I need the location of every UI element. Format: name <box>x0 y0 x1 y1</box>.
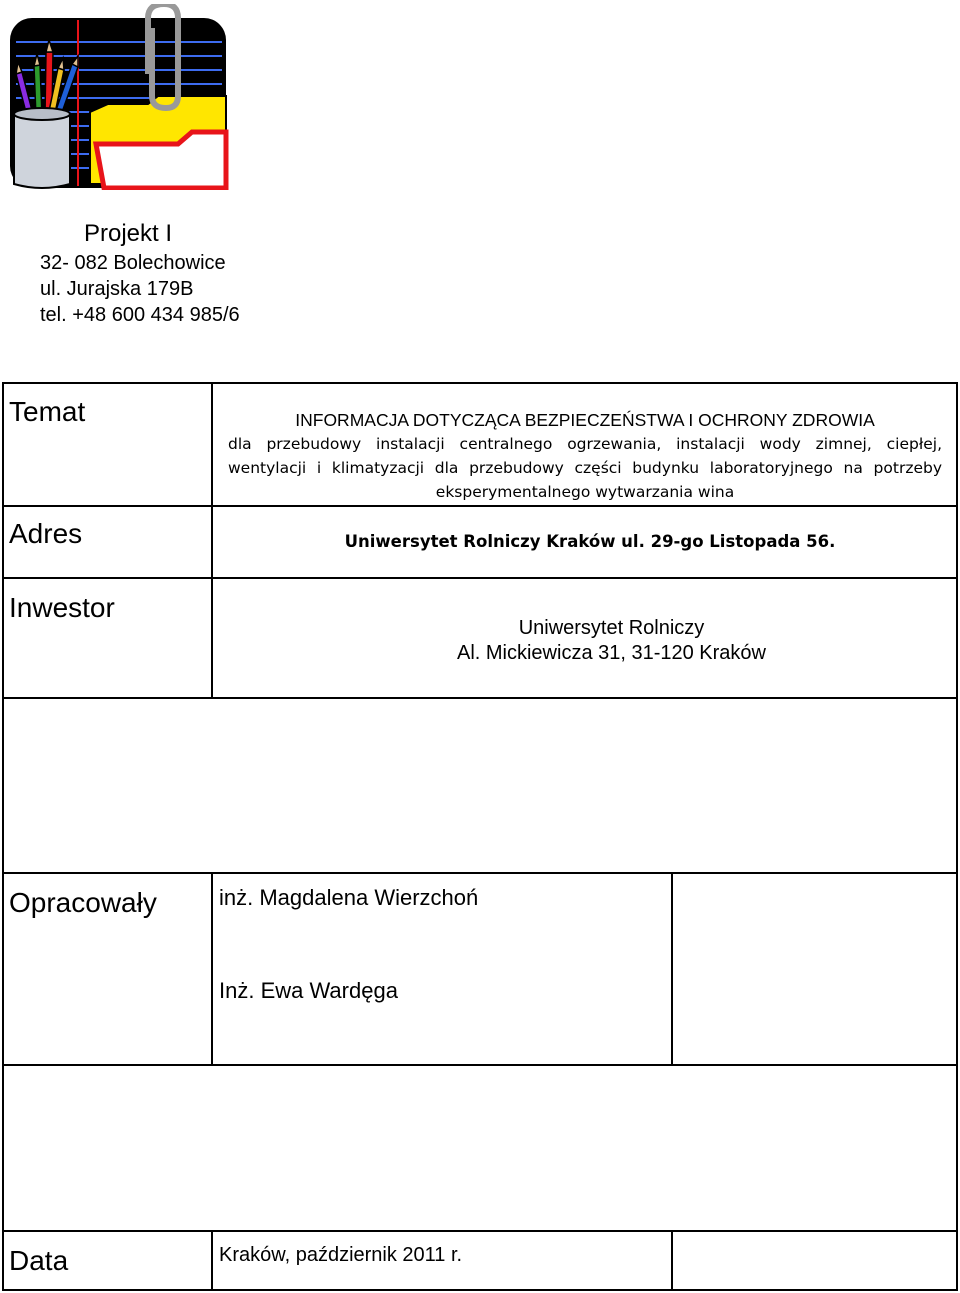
company-name: Projekt I <box>84 220 173 247</box>
investor-label: Inwestor <box>9 592 115 623</box>
company-street: ul. Jurajska 179B <box>40 278 194 300</box>
table-divider <box>2 577 958 579</box>
table-border-left <box>2 382 4 1291</box>
company-phone: tel. +48 600 434 985/6 <box>40 304 240 326</box>
topic-label: Temat <box>9 396 86 427</box>
table-column-divider <box>671 872 673 1066</box>
office-supplies-logo-icon <box>8 4 230 190</box>
date-value: Kraków, październik 2011 r. <box>219 1244 463 1266</box>
table-border-right <box>956 382 958 1291</box>
table-divider <box>2 1230 958 1232</box>
table-column-divider <box>671 1230 673 1291</box>
topic-value <box>228 408 942 504</box>
table-border-bottom <box>2 1289 958 1291</box>
address-label: Adres <box>9 518 83 549</box>
company-city: 32- 082 Bolechowice <box>40 252 226 274</box>
table-divider <box>2 505 958 507</box>
prepared-by-label: Opracowały <box>9 887 157 918</box>
author-2: Inż. Ewa Wardęga <box>219 978 398 1003</box>
author-1: inż. Magdalena Wierzchoń <box>219 885 479 910</box>
table-divider <box>2 1064 958 1066</box>
investor-value <box>228 616 960 666</box>
investor-address: Al. Mickiewicza 31, 31-120 Kraków <box>456 642 766 664</box>
address-value: Uniwersytet Rolniczy Kraków ul. 29-go Listopada 56. <box>344 532 836 551</box>
date-label: Data <box>9 1245 69 1276</box>
topic-title: INFORMACJA DOTYCZĄCA BEZPIECZEŃSTWA I OCHRONY ZDROWIA <box>295 410 875 430</box>
table-border-top <box>2 382 958 384</box>
table-column-divider <box>211 1230 213 1291</box>
table-column-divider <box>211 382 213 699</box>
table-column-divider <box>211 872 213 1066</box>
investor-name: Uniwersytet Rolniczy <box>518 617 705 639</box>
table-divider <box>2 697 958 699</box>
topic-description: dla przebudowy instalacji centralnego ogrzewania, instalacji wody zimnej, ciepłej, wentylacji i klimatyzacji dla przebudowy części budynku laboratoryjnego na potrzeby eksperymentalnego wytwarzania wina <box>228 435 942 501</box>
table-divider <box>2 872 958 874</box>
